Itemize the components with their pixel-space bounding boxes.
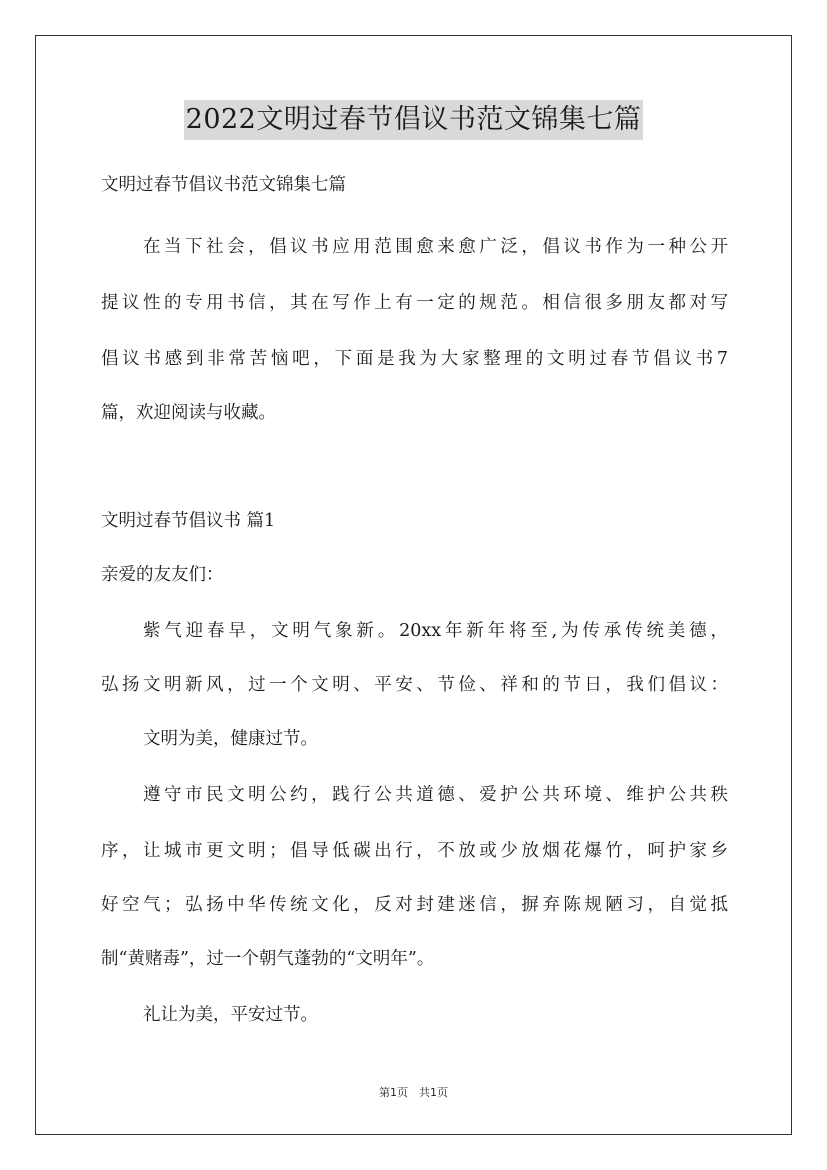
document-title: 2022文明过春节倡议书范文锦集七篇 [184,100,644,140]
title-container [0,100,827,140]
paragraph-line: 遵守市民文明公约，践行公共道德、爱护公共环境、维护公共秩 [143,785,728,805]
section-heading: 文明过春节倡议书 篇1 [101,511,276,531]
paragraph-line: 序，让城市更文明；倡导低碳出行，不放或少放烟花爆竹，呵护家乡 [101,841,728,861]
salutation: 亲爱的友友们： [101,565,224,585]
subtitle-line: 文明过春节倡议书范文锦集七篇 [101,175,346,195]
paragraph-line: 倡议书感到非常苦恼吧，下面是我为大家整理的文明过春节倡议书7 [101,349,728,369]
paragraph-line: 好空气；弘扬中华传统文化，反对封建迷信，摒弃陈规陋习，自觉抵 [101,895,728,915]
paragraph-line: 文明为美，健康过节。 [143,729,318,749]
paragraph-line: 制“黄赌毒”，过一个朝气蓬勃的“文明年”。 [101,949,435,969]
paragraph-line: 提议性的专用书信，其在写作上有一定的规范。相信很多朋友都对写 [101,293,728,313]
paragraph-line: 在当下社会，倡议书应用范围愈来愈广泛，倡议书作为一种公开 [143,237,728,257]
paragraph-line: 紫气迎春早，文明气象新。20xx年新年将至,为传承传统美德， [143,621,728,641]
page-number: 第1页 共1页 [379,1086,448,1099]
paragraph-line: 篇，欢迎阅读与收藏。 [101,403,276,423]
paragraph-line: 礼让为美，平安过节。 [143,1005,318,1025]
paragraph-line: 弘扬文明新风，过一个文明、平安、节俭、祥和的节日，我们倡议： [101,675,728,695]
